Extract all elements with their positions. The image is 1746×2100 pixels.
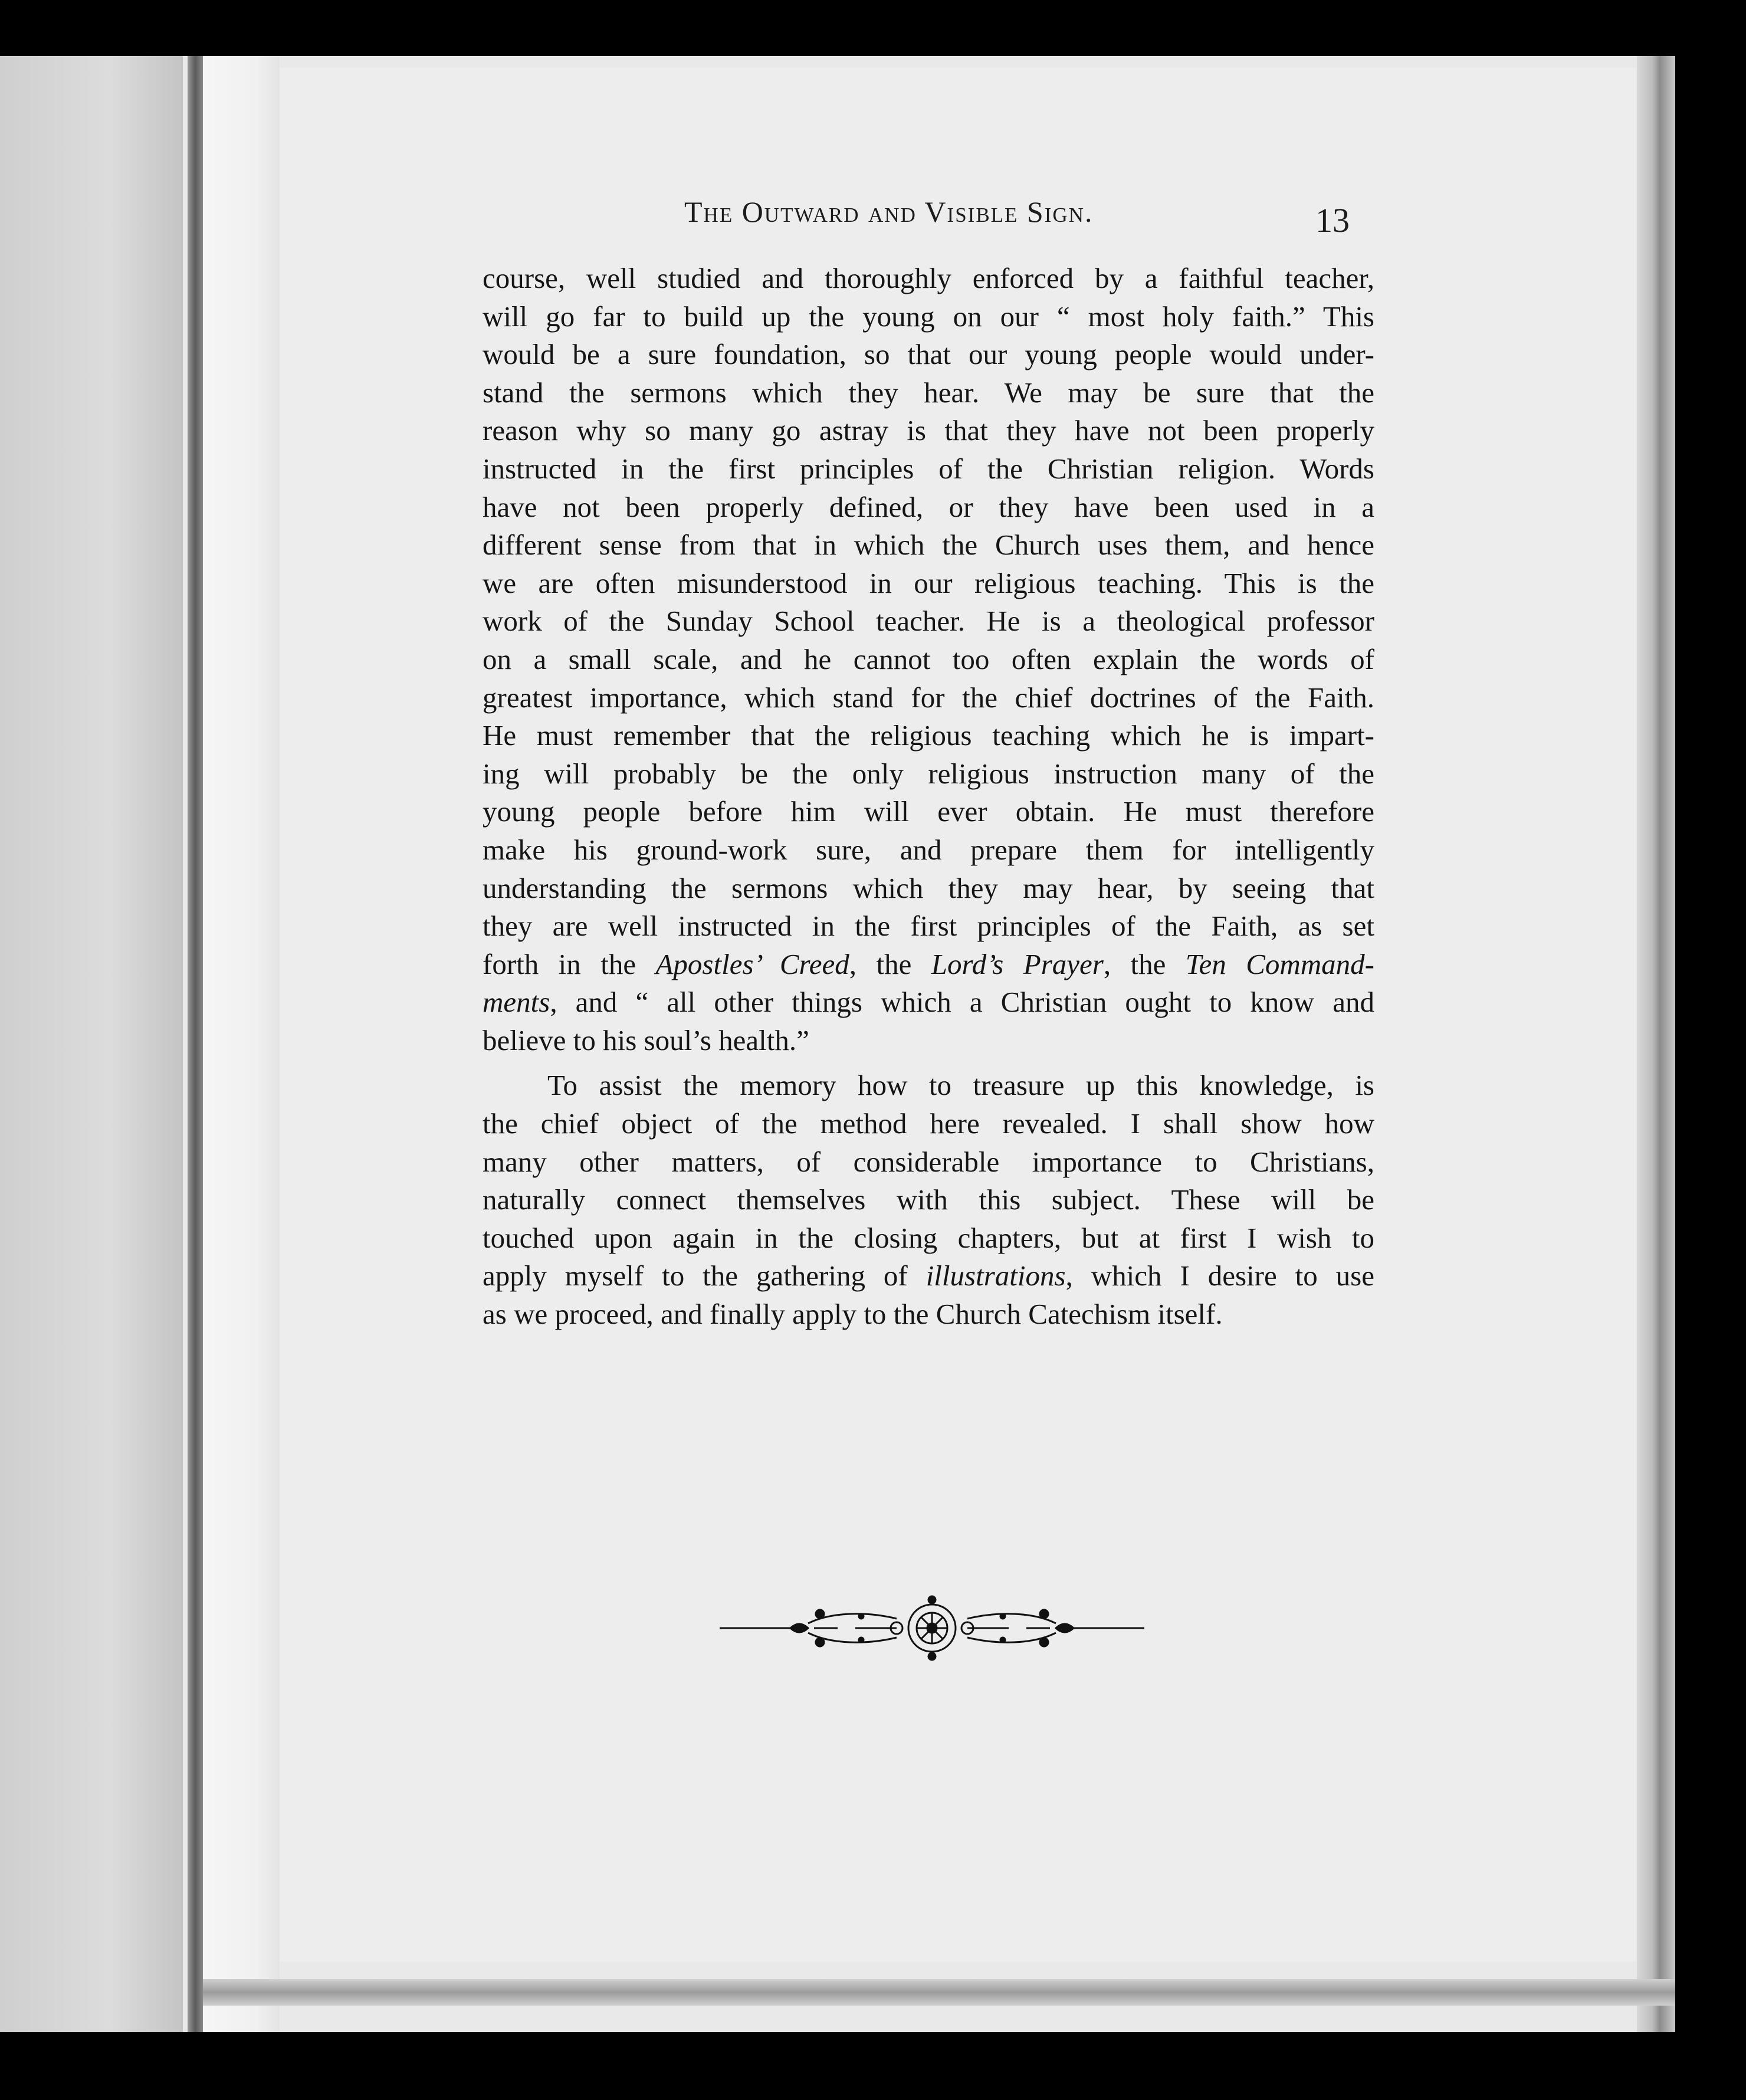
italic-title: Apostles’ Creed xyxy=(655,947,849,980)
text-line: make his ground-work sure, and prepare them for intelligently xyxy=(483,833,1374,866)
text-line: different sense from that in which the Church uses them, and hence xyxy=(483,529,1374,562)
text-line: on a small scale, and he cannot too often explain the words of xyxy=(483,642,1374,675)
text-line: apply myself to the gathering of illustrations, which I desire to use xyxy=(483,1259,1374,1292)
text-line: they are well instructed in the first principles of the Faith, as set xyxy=(483,910,1374,943)
tailpiece-ornament-icon xyxy=(720,1593,1144,1663)
text-line: greatest importance, which stand for the chief doctrines of the Faith. xyxy=(483,681,1374,714)
text-line: touched upon again in the closing chapters, but at first I wish to xyxy=(483,1221,1374,1254)
text-line: reason why so many go astray is that they have not been properly xyxy=(483,414,1374,447)
text-line: To assist the memory how to treasure up this knowledge, is xyxy=(547,1069,1374,1102)
text-line: young people before him will ever obtain. He must therefore xyxy=(483,795,1374,828)
text-line: instructed in the first principles of the Christian religion. Words xyxy=(483,452,1374,485)
body-text xyxy=(483,260,1374,1334)
text-line: understanding the sermons which they may hear, by seeing that xyxy=(483,871,1374,904)
text-line: believe to his soul’s health.” xyxy=(483,1023,809,1056)
bottom-page-edge xyxy=(203,1979,1675,2006)
italic-title: Ten Command- xyxy=(1185,947,1374,980)
running-header: The Outward and Visible Sign. xyxy=(684,195,1094,228)
text-line: stand the sermons which they hear. We may be sure that the xyxy=(483,376,1374,409)
text-line: as we proceed, and finally apply to the Church Catechism itself. xyxy=(483,1298,1223,1331)
text-line: will go far to build up the young on our “ most holy faith.” This xyxy=(483,300,1374,333)
paragraph-2 xyxy=(483,1067,1374,1333)
italic-title: Lord’s Prayer xyxy=(931,947,1104,980)
gutter-margin xyxy=(203,56,280,2032)
text-line: ments, and “ all other things which a Christian ought to know and xyxy=(483,986,1374,1019)
right-page-edges xyxy=(1637,56,1675,2032)
text-line: would be a sure foundation, so that our young people would under- xyxy=(483,338,1374,371)
text-line: naturally connect themselves with this subject. These will be xyxy=(483,1183,1374,1216)
text-line: ing will probably be the only religious instruction many of the xyxy=(483,757,1374,790)
text-line: have not been properly defined, or they have been used in a xyxy=(483,490,1374,523)
book-gutter xyxy=(188,56,203,2032)
text-line: work of the Sunday School teacher. He is a theological professor xyxy=(483,605,1374,638)
page-number: 13 xyxy=(1315,201,1350,239)
text-line: many other matters, of considerable importance to Christians, xyxy=(483,1145,1374,1178)
paragraph-1 xyxy=(483,260,1374,1059)
italic-word: illustrations xyxy=(925,1259,1066,1292)
text-line: we are often misunderstood in our religious teaching. This is the xyxy=(483,566,1374,599)
text-line: He must remember that the religious teaching which he is impart- xyxy=(483,719,1374,752)
text-line: course, well studied and thoroughly enforced by a faithful teacher, xyxy=(483,262,1374,294)
left-page-edge xyxy=(0,56,183,2032)
text-line: forth in the Apostles’ Creed, the Lord’s Prayer, the Ten Command- xyxy=(483,947,1374,980)
text-line: the chief object of the method here revealed. I shall show how xyxy=(483,1107,1374,1140)
italic-title: ments xyxy=(483,986,550,1019)
